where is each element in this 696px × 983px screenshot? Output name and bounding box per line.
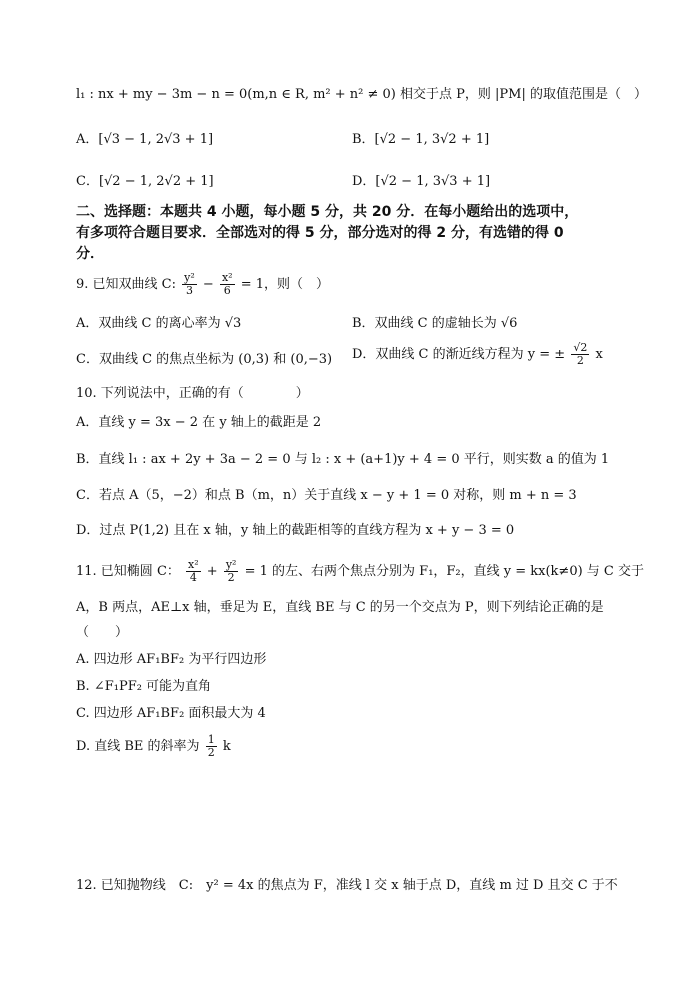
q10-option-c: C．若点 A（5，−2）和点 B（m，n）关于直线 x − y + 1 = 0 对称，则 m + n = 3 bbox=[76, 488, 577, 503]
q9-fraction-x: $\frac{\text{x²}}{6}$ bbox=[221, 271, 233, 297]
section-heading bbox=[76, 202, 656, 265]
q11-stem-line3: （ ） bbox=[76, 625, 129, 640]
q9-minus: − bbox=[202, 277, 214, 292]
q10-stem: 10. 下列说法中，正确的有（ ） bbox=[76, 386, 309, 401]
q11-stem-line2: A，B 两点，AE⊥x 轴，垂足为 E，直线 BE 与 C 的另一个交点为 P，则下列结论正确的是 bbox=[76, 600, 604, 615]
section-heading-line3: 分． bbox=[76, 246, 104, 262]
q11-fraction-x: $\frac{\text{x²}}{4}$ bbox=[188, 558, 199, 584]
q9-option-c: C．双曲线 C 的焦点坐标为 (0,3) 和 (0,−3) bbox=[76, 352, 333, 367]
q9-option-d: D．双曲线 C 的渐近线方程为 y = ± $\frac{√2}{2}$ x bbox=[352, 341, 603, 367]
q9-d-fraction: $\frac{√2}{2}$ bbox=[573, 341, 588, 367]
q8-option-b: B．[√2 − 1, 3√2 + 1] bbox=[352, 132, 490, 147]
q11-option-c: C. 四边形 AF₁BF₂ 面积最大为 4 bbox=[76, 706, 266, 721]
q11-d-fraction: $\frac{1}{2}$ bbox=[207, 733, 215, 759]
q8-option-c: C．[√2 − 1, 2√2 + 1] bbox=[76, 174, 214, 189]
q9-fraction-y: $\frac{\text{y²}}{3}$ bbox=[184, 271, 195, 297]
q10-option-b: B．直线 l₁ : ax + 2y + 3a − 2 = 0 与 l₂ : x + (a+1)y + 4 = 0 平行，则实数 a 的值为 1 bbox=[76, 452, 610, 467]
q10-option-a: A．直线 y = 3x − 2 在 y 轴上的截距是 2 bbox=[76, 415, 322, 430]
q8-option-a: A．[√3 − 1, 2√3 + 1] bbox=[76, 132, 214, 147]
q9-stem bbox=[76, 270, 329, 300]
section-heading-line2: 有多项符合题目要求．全部选对的得 5 分，部分选对的得 2 分，有选错的得 0 bbox=[76, 225, 564, 241]
section-heading-line1: 二、选择题：本题共 4 小题，每小题 5 分，共 20 分．在每小题给出的选项中， bbox=[76, 204, 579, 220]
q9-prefix: 9. 已知双曲线 C: bbox=[76, 277, 176, 292]
q11-option-d: D. 直线 BE 的斜率为 $\frac{1}{2}$ k bbox=[76, 733, 231, 759]
q9-option-b: B．双曲线 C 的虚轴长为 √6 bbox=[352, 316, 518, 331]
q10-option-d: D．过点 P(1,2) 且在 x 轴，y 轴上的截距相等的直线方程为 x + y − 3 = 0 bbox=[76, 523, 515, 538]
q11-stem-line1: 11. 已知椭圆 C： $\frac{\text{x²}}{4}$ + $\frac{\text{y²}}{2}$ = 1 的左、右两个焦点分别为 F₁，F₂，直线 y = kx(k≠0) 与 C 交于 bbox=[76, 558, 645, 584]
q8-option-d: D．[√2 − 1, 3√3 + 1] bbox=[352, 174, 491, 189]
q11-fraction-y: $\frac{\text{y²}}{2}$ bbox=[225, 558, 237, 584]
q11-option-b: B. ∠F₁PF₂ 可能为直角 bbox=[76, 679, 212, 694]
q9-option-a: A．双曲线 C 的离心率为 √3 bbox=[76, 316, 242, 331]
q9-suffix: = 1，则（ ） bbox=[240, 277, 330, 292]
q12-stem: 12. 已知抛物线 C: y² = 4x 的焦点为 F，准线 l 交 x 轴于点 D，直线 m 过 D 且交 C 于不 bbox=[76, 878, 618, 893]
q11-option-a: A. 四边形 AF₁BF₂ 为平行四边形 bbox=[76, 652, 267, 667]
q8-stem: l₁ : nx + my − 3m − n = 0(m,n ∈ R, m² + n² ≠ 0) 相交于点 P，则 |PM| 的取值范围是（ ） bbox=[76, 87, 647, 102]
